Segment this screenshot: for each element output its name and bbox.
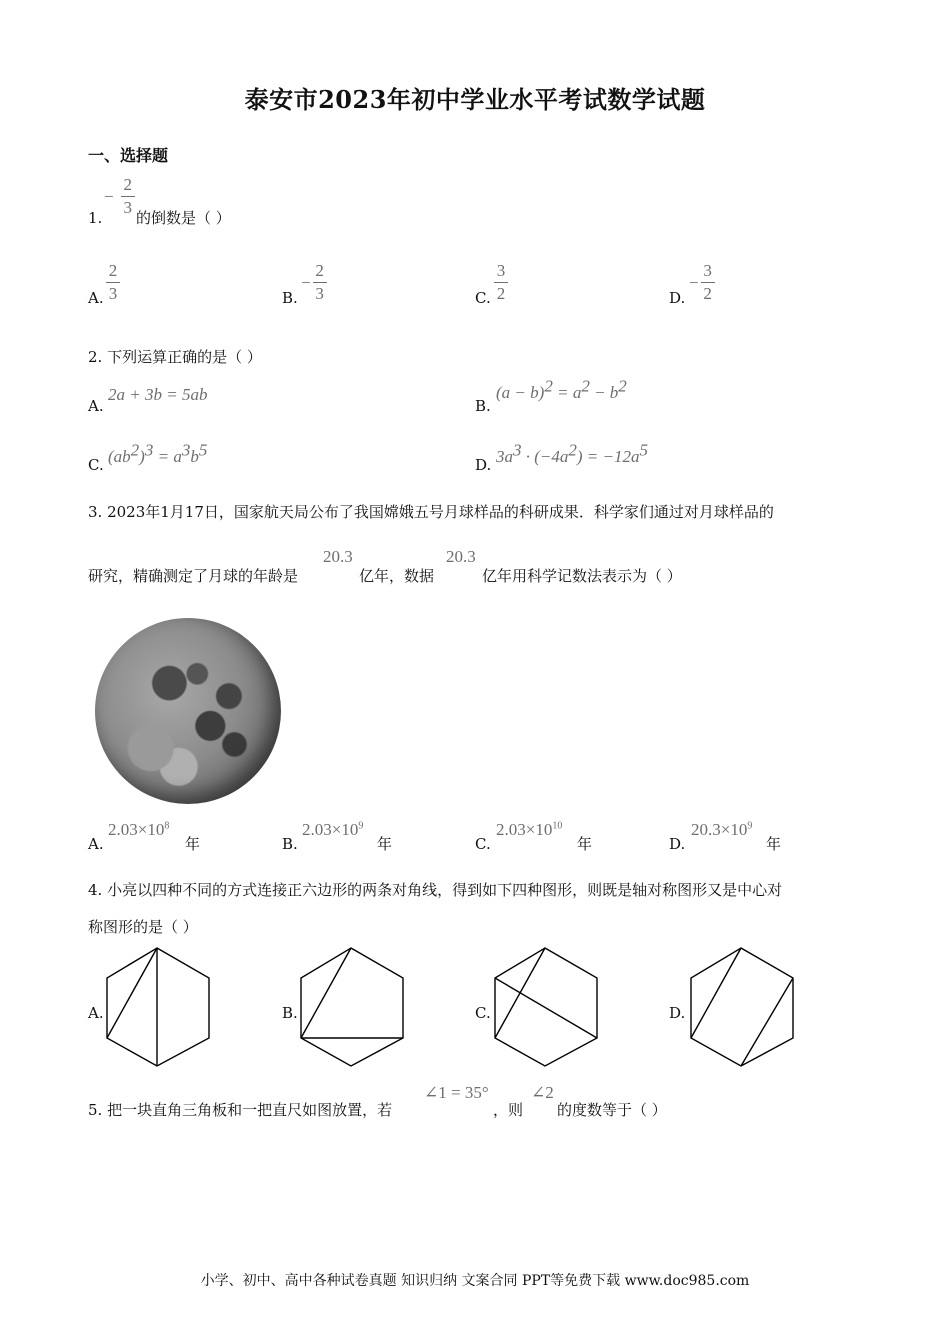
q3-value-2: 20.3 <box>446 547 476 566</box>
q1-b-num: 2 <box>315 261 324 280</box>
hexagon-figure-b <box>298 946 406 1068</box>
moon-image <box>95 618 281 804</box>
q3-value-1: 20.3 <box>323 547 353 566</box>
hexagon-figure-a <box>104 946 212 1068</box>
q1-c-num: 3 <box>496 261 506 280</box>
q3-option-c-label: C. <box>475 835 491 853</box>
q4-option-a-label: A. <box>88 1004 104 1022</box>
q4-line2: 称图形的是（ ） <box>88 918 198 936</box>
q1-d-num: 3 <box>703 261 712 280</box>
q4-line1: 4. 小亮以四种不同的方式连接正六边形的两条对角线，得到如下四种图形，则既是轴对称图形又是中心对 <box>88 881 783 899</box>
q3-option-a-unit: 年 <box>185 835 201 853</box>
q2-option-c-label: C. <box>88 456 104 474</box>
q1-text: 的倒数是（ ） <box>136 209 231 227</box>
q3-b-exponent: 9 <box>358 820 364 832</box>
q3-d-exponent: 9 <box>747 820 753 832</box>
q3-d-mantissa: 20.3×10 <box>691 820 748 839</box>
hexagon-figure-d <box>688 946 796 1068</box>
q1-option-b <box>301 262 327 303</box>
q5-text-c: 的度数等于（ ） <box>557 1101 667 1119</box>
q1-c-den: 2 <box>496 284 506 303</box>
q3-option-d-unit: 年 <box>766 835 782 853</box>
q3-option-a-label: A. <box>88 835 104 853</box>
q3-a-mantissa: 2.03×10 <box>108 820 165 839</box>
q4-option-d-label: D. <box>669 1004 686 1022</box>
q3-option-b-label: B. <box>282 835 298 853</box>
q3-option-d-label: D. <box>669 835 686 853</box>
page-title: 泰安市2023年初中学业水平考试数学试题 <box>244 85 706 114</box>
q5-angle2: ∠2 <box>531 1083 554 1102</box>
q1-option-d-label: D. <box>669 289 686 307</box>
q2-option-b-expr: $(a - b)^2 = a^2 - b^2$ <box>496 376 627 402</box>
q1-option-d <box>689 262 715 303</box>
q4-option-b-label: B. <box>282 1004 298 1022</box>
q5-angle1: ∠1 = 35° <box>424 1083 489 1102</box>
q3-option-c-expr <box>496 820 562 840</box>
q1-frac-den: 3 <box>123 198 132 217</box>
q2-option-c-expr: $(ab^2)^3 = a^3b^5$ <box>108 440 208 466</box>
q1-d-sign: − <box>689 272 699 292</box>
q3-c-exponent: 10 <box>552 820 563 832</box>
q2-text: 2. 下列运算正确的是（ ） <box>88 348 262 366</box>
q1-option-a-label: A. <box>88 289 104 307</box>
q3-option-d-expr <box>691 820 752 840</box>
q1-d-den: 2 <box>703 284 712 303</box>
q1-fraction: − $\frac{2}{3}$ <box>104 176 135 217</box>
q3-option-b-expr <box>302 820 363 840</box>
q2-option-d-expr: $3a^3 \cdot (-4a^2) = -12a^5$ <box>496 440 648 466</box>
q1-b-den: 3 <box>315 284 324 303</box>
q3-line2-b: 亿年，数据 <box>359 567 435 585</box>
q1-option-c-label: C. <box>475 289 491 307</box>
footer-text: 小学、初中、高中各种试卷真题 知识归纳 文案合同 PPT等免费下载 www.doc985.com <box>200 1273 750 1289</box>
q3-c-mantissa: 2.03×10 <box>496 820 553 839</box>
q3-line2-a: 研究，精确测定了月球的年龄是 <box>88 567 299 585</box>
q1-frac-num: 2 <box>123 175 132 194</box>
q3-line1: 3. 2023年1月17日，国家航天局公布了我国嫦娥五号月球样品的科研成果．科学家们通过对月球样品的 <box>88 503 774 521</box>
q3-line2-c: 亿年用科学记数法表示为（ ） <box>482 567 682 585</box>
q2-option-a-expr: 2a + 3b = 5ab <box>108 385 208 404</box>
q3-b-mantissa: 2.03×10 <box>302 820 359 839</box>
q1-number: 1. <box>88 209 103 227</box>
q1-b-sign: − <box>301 272 311 292</box>
q4-option-c-label: C. <box>475 1004 491 1022</box>
q1-a-den: 3 <box>108 284 118 303</box>
q1-option-b-label: B. <box>282 289 298 307</box>
q1-a-num: 2 <box>108 261 118 280</box>
q2-option-b-label: B. <box>475 397 491 415</box>
q5-text-b: ，则 <box>493 1101 524 1119</box>
q1-option-a <box>106 262 120 303</box>
q3-a-exponent: 8 <box>164 820 170 832</box>
q2-option-a-label: A. <box>88 397 104 415</box>
q3-option-b-unit: 年 <box>377 835 393 853</box>
q3-option-a-expr <box>108 820 169 840</box>
q3-option-c-unit: 年 <box>577 835 593 853</box>
q1-option-c <box>494 262 508 303</box>
q2-option-d-label: D. <box>475 456 492 474</box>
q5-text-a: 5. 把一块直角三角板和一把直尺如图放置，若 <box>88 1101 393 1119</box>
section-heading: 一、选择题 <box>88 146 169 165</box>
hexagon-figure-c <box>492 946 600 1068</box>
